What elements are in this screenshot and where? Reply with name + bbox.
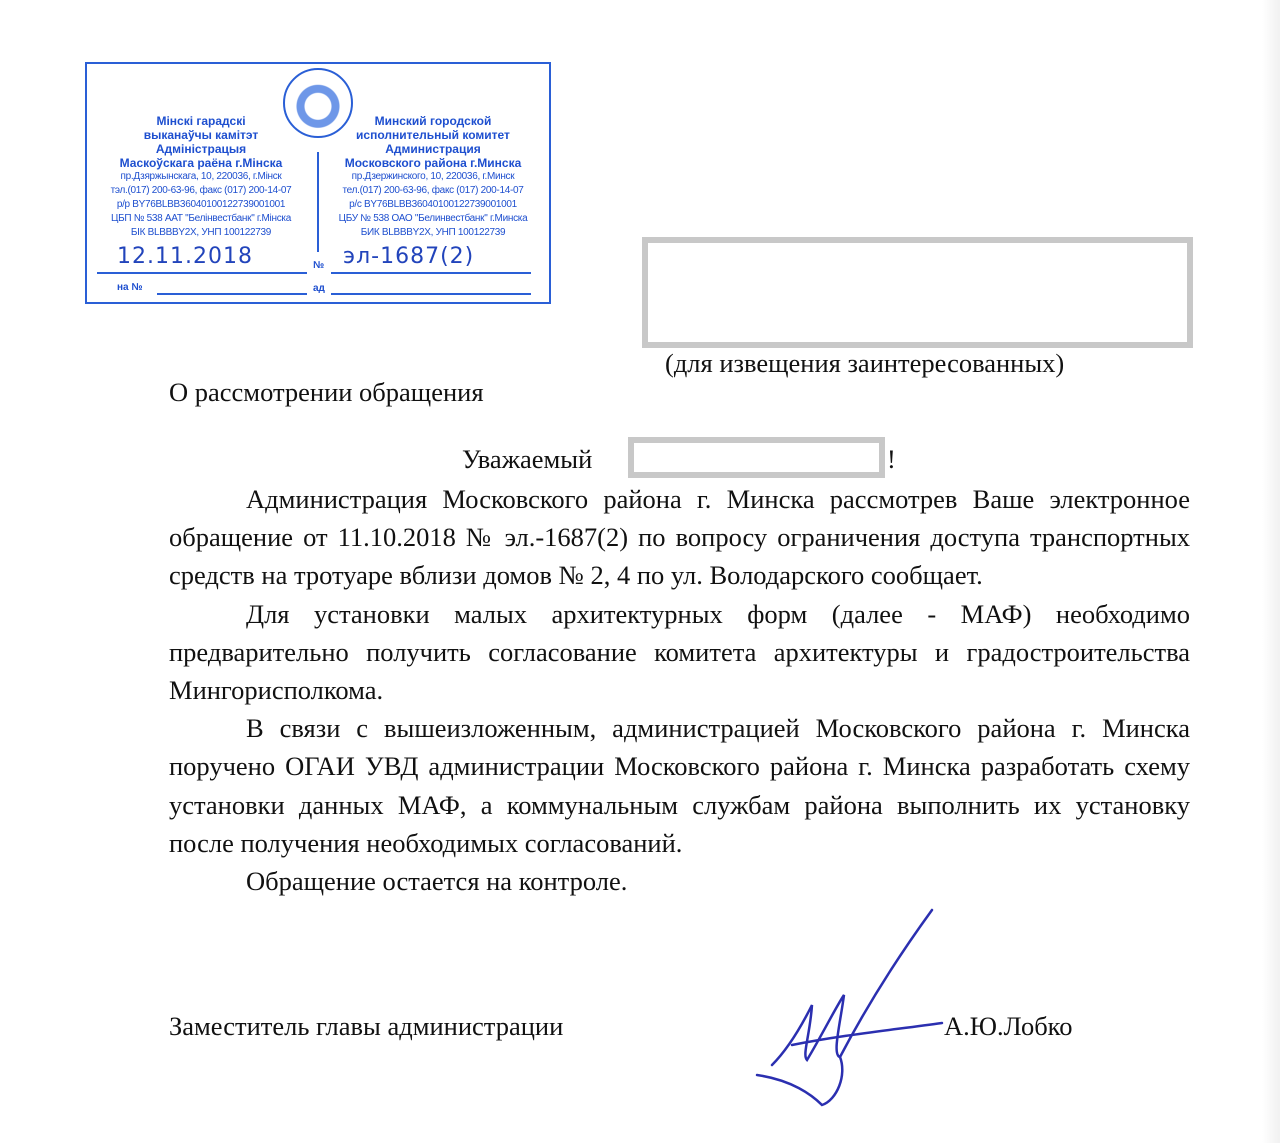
stamp-line: Минский городской	[374, 114, 492, 128]
stamp-line: исполнительный комитет	[356, 128, 510, 142]
page-edge-shadow	[1262, 0, 1280, 1143]
redacted-addressee	[642, 237, 1193, 348]
stamp-date-line	[97, 272, 307, 274]
stamp-date: 12.11.2018	[117, 244, 253, 269]
body-paragraph: Для установки малых архитектурных форм (далее - МАФ) необходимо предварительно получить согласование комитета архитектуры и градостроительства Мингорисполкома.	[169, 598, 1190, 706]
letter-body	[169, 480, 1190, 900]
stamp-ref-line	[157, 293, 307, 295]
stamp-line: р/р BY76BLBB36040100122739001001	[116, 199, 286, 210]
letter-subject: О рассмотрении обращения	[169, 377, 484, 407]
stamp-line: Администрация	[385, 142, 481, 156]
stamp-from-line	[331, 293, 531, 295]
stamp-number-label: №	[313, 260, 325, 271]
stamp-number: эл-1687(2)	[343, 244, 475, 269]
stamp-line: Мінскі гарадскі	[156, 114, 246, 128]
stamp-line: р/с BY76BLBB36040100122739001001	[349, 199, 517, 210]
greeting-exclamation: !	[887, 444, 896, 474]
stamp-russian-text	[319, 114, 547, 240]
registration-stamp	[85, 62, 551, 304]
handwritten-signature	[752, 905, 952, 1115]
redacted-name	[628, 437, 885, 478]
stamp-line: Маскоўскага раёна г.Мінска	[119, 156, 283, 170]
stamp-line: тел.(017) 200-63-96, факс (017) 200-14-07	[342, 185, 524, 196]
stamp-line: Московского района г.Минска	[344, 156, 522, 170]
stamp-line: БИК BLBBBY2X, УНП 100122739	[360, 227, 506, 238]
body-paragraph: Обращение остается на контроле.	[246, 866, 628, 897]
stamp-belarusian-text	[87, 114, 315, 240]
stamp-line: пр.Дзержинского, 10, 220036, г.Минск	[351, 171, 515, 182]
greeting: Уважаемый	[462, 444, 593, 474]
stamp-ref-label: на №	[117, 282, 143, 293]
stamp-line: БІК BLBBBY2X, УНП 100122739	[130, 227, 272, 238]
stamp-line: тэл.(017) 200-63-96, факс (017) 200-14-07	[110, 185, 292, 196]
body-paragraph: Администрация Московского района г. Минска рассмотрев Ваше электронное обращение от 11.10.2018 № эл.-1687(2) по вопросу ограничения доступа транспортных средств на тротуаре вблизи домов № 2, 4 по ул. Володарского сообщает.	[169, 484, 1190, 591]
stamp-number-line	[331, 272, 531, 274]
stamp-line: ЦБУ № 538 ОАО "Белинвестбанк" г.Минска	[338, 213, 528, 224]
stamp-line: ЦБП № 538 ААТ "Белінвестбанк" г.Мінска	[111, 213, 291, 224]
signatory-name: А.Ю.Лобко	[944, 1011, 1073, 1041]
recipient-note: (для извещения заинтересованных)	[665, 348, 1065, 378]
stamp-line: выканаўчы камітэт	[143, 128, 259, 142]
stamp-line: Адміністрацыя	[155, 142, 247, 156]
body-paragraph: В связи с вышеизложенным, администрацией Московского района г. Минска поручено ОГАИ УВД администрации Московского района г. Минска разработать схему установки данных МАФ, а коммунальным службам района выполнить их установку после получения необходимых согласований.	[169, 713, 1190, 858]
stamp-from-label: ад	[313, 283, 325, 294]
signatory-position: Заместитель главы администрации	[169, 1011, 564, 1041]
stamp-line: пр.Дзяржынскага, 10, 220036, г.Мінск	[120, 171, 282, 182]
